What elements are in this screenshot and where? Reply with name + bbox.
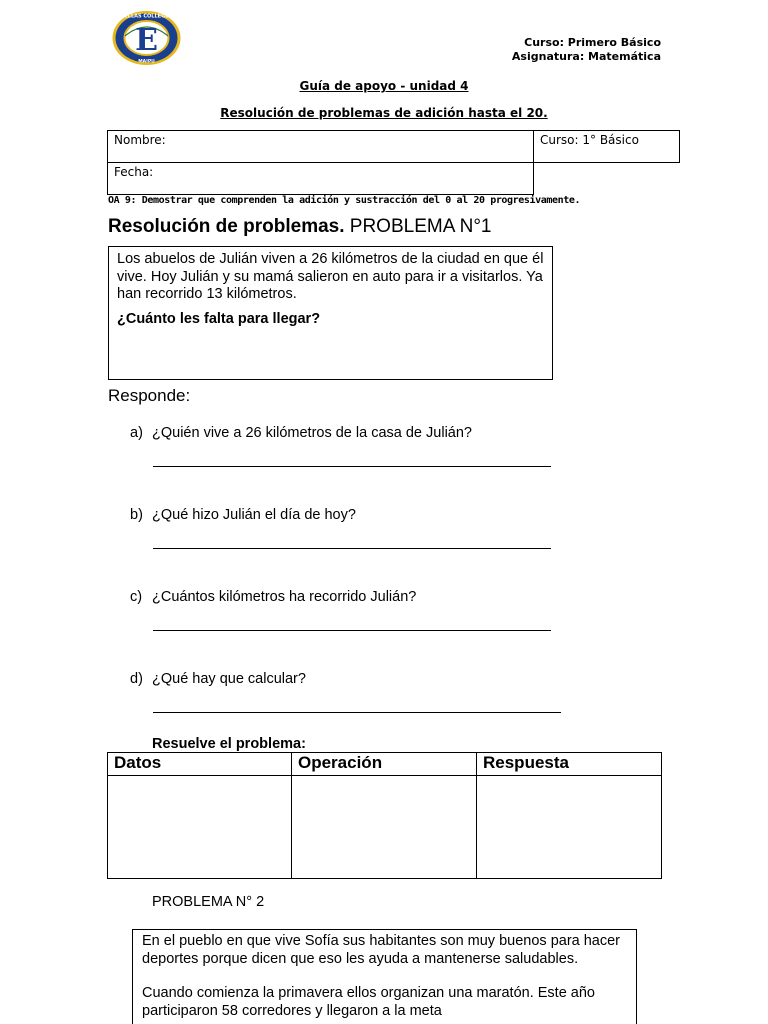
problem2-paragraph1: En el pueblo en que vive Sofía sus habitantes son muy buenos para hacer deportes porque dicen que eso les ayuda a mantenerse saludables.	[142, 933, 621, 967]
question-a-letter: a)	[130, 425, 143, 441]
question-a	[130, 425, 472, 441]
problem2-label: PROBLEMA N° 2	[152, 894, 265, 910]
question-a-text: ¿Quién vive a 26 kilómetros de la casa de Julián?	[152, 425, 472, 441]
header-curso: Curso: Primero Básico	[524, 36, 661, 49]
answer-line-d[interactable]	[153, 712, 561, 713]
problem1-box	[108, 246, 553, 380]
problem1-question: ¿Cuánto les falta para llegar?	[117, 310, 321, 327]
answer-line-c[interactable]	[153, 630, 551, 631]
header-datos: Datos	[108, 753, 292, 776]
responde-heading: Responde:	[108, 386, 191, 405]
cell-datos[interactable]	[108, 776, 292, 879]
question-d-text: ¿Qué hay que calcular?	[152, 671, 306, 687]
section-title-problem: PROBLEMA N°1	[349, 216, 492, 237]
name-label: Nombre:	[114, 133, 166, 147]
header-asignatura: Asignatura: Matemática	[511, 50, 661, 63]
name-cell[interactable]	[108, 131, 534, 163]
header-operacion: Operación	[292, 753, 477, 776]
problem1-text: Los abuelos de Julián viven a 26 kilómetros de la ciudad en que él vive. Hoy Julián y su mamá salieron en auto para ir a visitarlos. Ya han recorrido 13 kilómetros.	[117, 251, 544, 302]
guide-subtitle: Resolución de problemas de adición hasta el 20.	[220, 106, 548, 120]
course-cell	[534, 131, 680, 163]
work-table	[107, 752, 662, 879]
question-b-text: ¿Qué hizo Julián el día de hoy?	[152, 507, 356, 523]
section-title-bold: Resolución de problemas.	[108, 216, 345, 237]
date-label: Fecha:	[114, 165, 154, 179]
guide-title: Guía de apoyo - unidad 4	[299, 79, 469, 93]
question-b	[130, 507, 356, 523]
cell-operacion[interactable]	[292, 776, 477, 879]
student-info-table	[107, 130, 680, 195]
answer-line-a[interactable]	[153, 466, 551, 467]
question-c-letter: c)	[130, 589, 143, 605]
problem2-box	[132, 929, 637, 1024]
cell-respuesta[interactable]	[477, 776, 662, 879]
question-d-letter: d)	[130, 671, 143, 687]
problem2-paragraph2: Cuando comienza la primavera ellos organizan una maratón. Este año participaron 58 corredores y llegaron a la meta	[142, 985, 595, 1019]
header-respuesta: Respuesta	[477, 753, 662, 776]
header-info	[512, 36, 661, 64]
empty-cell	[534, 163, 680, 195]
question-d	[130, 671, 306, 687]
answer-line-b[interactable]	[153, 548, 551, 549]
school-logo	[111, 10, 182, 66]
question-c-text: ¿Cuántos kilómetros ha recorrido Julián?	[152, 589, 417, 605]
logo-letter: E	[135, 23, 158, 58]
resuelve-heading: Resuelve el problema:	[152, 736, 306, 752]
logo-bottom-text: MAIPU	[138, 59, 155, 65]
date-cell[interactable]	[108, 163, 534, 195]
question-c	[130, 589, 416, 605]
course-label: Curso: 1° Básico	[540, 133, 639, 147]
logo-top-text: ELLAS COLLEGE	[124, 13, 169, 20]
section-title	[108, 216, 491, 238]
question-b-letter: b)	[130, 507, 143, 523]
learning-objective: OA 9: Demostrar que comprenden la adición y sustracción del 0 al 20 progresivamente.	[108, 195, 581, 206]
